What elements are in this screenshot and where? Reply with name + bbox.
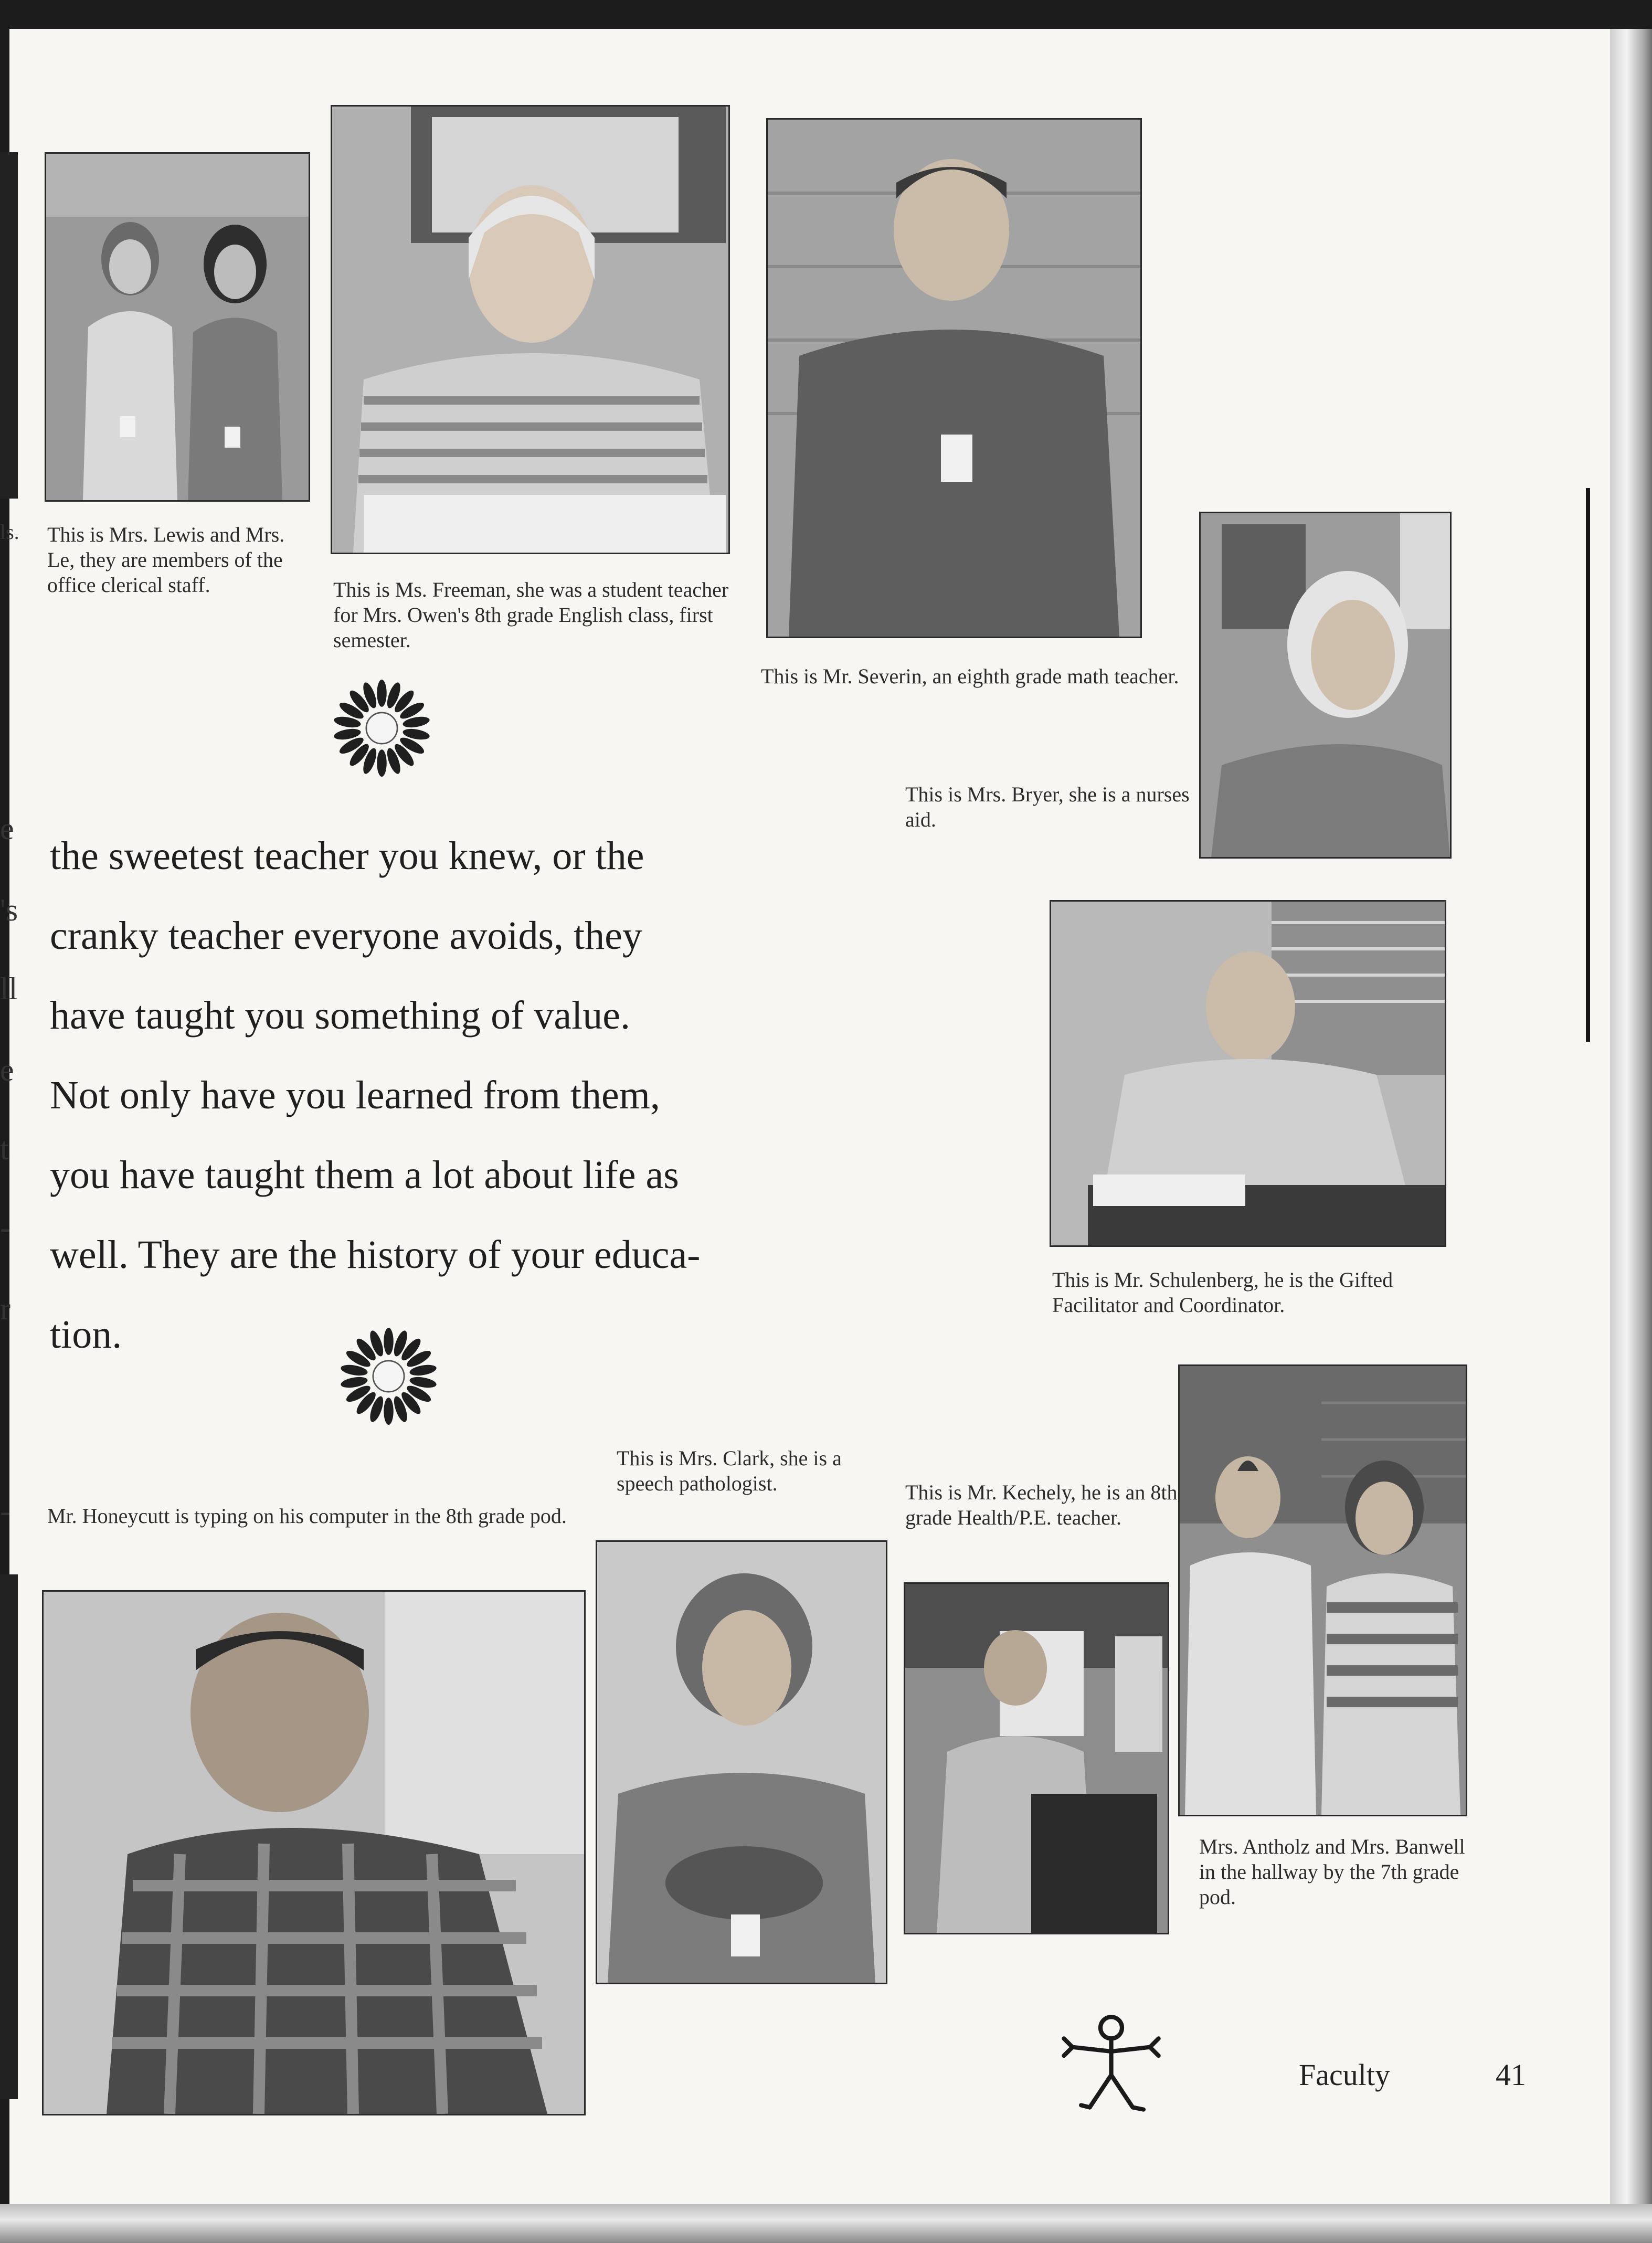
photo-honeycutt [42, 1590, 586, 2115]
edge-fragment: e [0, 811, 14, 846]
caption-lewis-le: This is Mrs. Lewis and Mrs. Le, they are members of the office clerical staff. [47, 523, 285, 597]
caption-honeycutt: Mr. Honeycutt is typing on his computer in the 8th grade pod. [47, 1504, 567, 1528]
photo-severin [766, 118, 1142, 638]
caption-bryer: This is Mrs. Bryer, she is a nurses aid. [905, 782, 1190, 831]
photo-antholz-banwell [1178, 1364, 1467, 1816]
body-line: cranky teacher everyone avoids, they [50, 914, 642, 958]
photo-clark [596, 1540, 887, 1984]
caption-antholz-banwell: Mrs. Antholz and Mrs. Banwell in the hallway by the 7th grade pod. [1199, 1835, 1465, 1909]
edge-fragment: e [0, 1053, 14, 1087]
book-binding [1610, 29, 1652, 2215]
edge-fragment: r [0, 1292, 10, 1326]
stick-figure-icon [1057, 2013, 1165, 2115]
photo-freeman [331, 105, 730, 554]
photo-bryer [1199, 512, 1452, 859]
caption-severin: This is Mr. Severin, an eighth grade math teacher. [761, 664, 1179, 688]
caption-clark: This is Mrs. Clark, she is a speech pathologist. [617, 1446, 842, 1495]
edge-fragment: ls. [0, 520, 19, 544]
photo-kechely [904, 1582, 1169, 1934]
body-line: have taught you something of value. [50, 993, 630, 1038]
caption-freeman: This is Ms. Freeman, she was a student teacher for Mrs. Owen's 8th grade English class, first semester. [333, 578, 729, 652]
page-number: 41 [1496, 2058, 1526, 2092]
body-line: Not only have you learned from them, [50, 1073, 660, 1117]
body-line: the sweetest teacher you knew, or the [50, 834, 644, 878]
edge-fragment: 's [0, 893, 18, 927]
facing-page-photo-edge-lower [0, 1574, 18, 2099]
right-margin-rule [1586, 488, 1590, 1042]
photo-lewis-le [45, 152, 310, 502]
edge-fragment: t [0, 1131, 9, 1166]
edge-fragment: - [0, 1494, 10, 1528]
page-bottom-edge [0, 2204, 1652, 2243]
caption-schulenberg: This is Mr. Schulenberg, he is the Gifted Facilitator and Coordinator. [1052, 1268, 1393, 1317]
body-line: tion. [50, 1313, 122, 1357]
body-line: you have taught them a lot about life as [50, 1153, 679, 1197]
body-line: well. They are the history of your educa- [50, 1233, 701, 1277]
section-label: Faculty [1299, 2058, 1390, 2092]
caption-kechely: This is Mr. Kechely, he is an 8th grade Health/P.E. teacher. [905, 1480, 1178, 1529]
photo-schulenberg [1050, 900, 1446, 1247]
daisy-ornament-icon [333, 680, 430, 777]
facing-page-photo-edge [0, 152, 18, 499]
edge-fragment: ll [0, 971, 18, 1006]
body-text [50, 816, 811, 1374]
edge-fragment: - [0, 1210, 10, 1245]
